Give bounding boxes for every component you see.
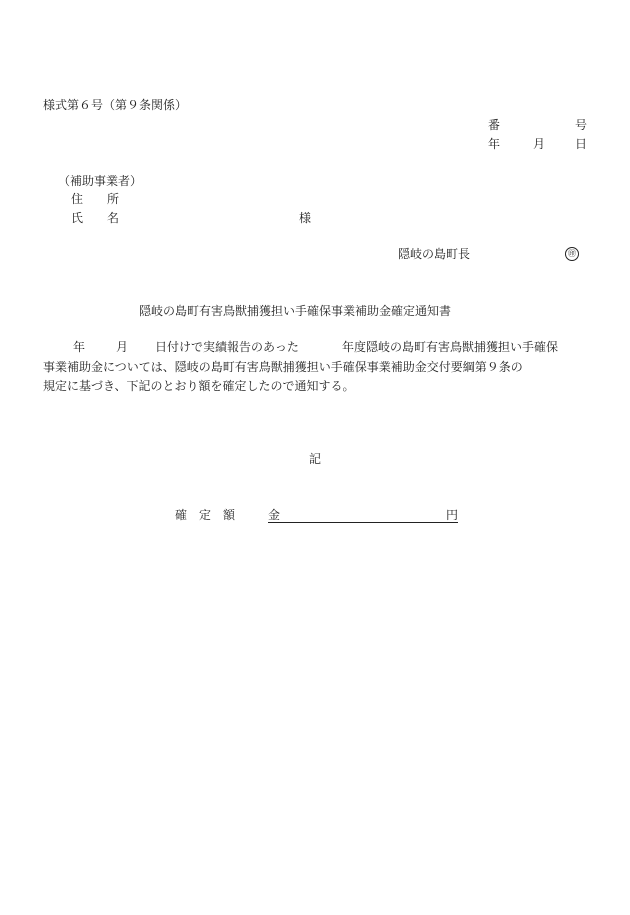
- number-suffix: 号: [575, 118, 588, 132]
- date-day: 日: [575, 137, 588, 151]
- number-prefix: 番: [488, 118, 501, 132]
- record-mark: 記: [309, 452, 322, 466]
- body-month: 月: [116, 340, 129, 354]
- name-label: 氏 名: [71, 211, 120, 225]
- issuer-title: 隠岐の島町長: [398, 247, 471, 261]
- body-year: 年: [73, 340, 86, 354]
- amount-label: 確 定 額: [175, 508, 236, 522]
- body-line3: 規定に基づき、下記のとおり額を確定したので通知する。: [43, 379, 355, 393]
- amount-prefix: 金: [268, 508, 281, 522]
- seal-mark: ㊞: [565, 247, 579, 261]
- form-label: 様式第６号（第９条関係）: [43, 98, 188, 112]
- honorific: 様: [299, 211, 312, 225]
- body-line2: 事業補助金については、隠岐の島町有害鳥獣捕獲担い手確保事業補助金交付要綱第９条の: [43, 360, 523, 374]
- document-title: 隠岐の島町有害鳥獣捕獲担い手確保事業補助金確定通知書: [139, 304, 452, 318]
- recipient-heading: （補助事業者）: [58, 174, 143, 188]
- amount-underline: [268, 508, 458, 523]
- body-line1-tail: 年度隠岐の島町有害鳥獣捕獲担い手確保: [342, 340, 559, 354]
- date-month: 月: [533, 137, 546, 151]
- body-line1-text: 日付けで実績報告のあった: [155, 340, 299, 354]
- address-label: 住 所: [71, 192, 120, 206]
- date-year: 年: [488, 137, 501, 151]
- amount-suffix: 円: [446, 508, 459, 522]
